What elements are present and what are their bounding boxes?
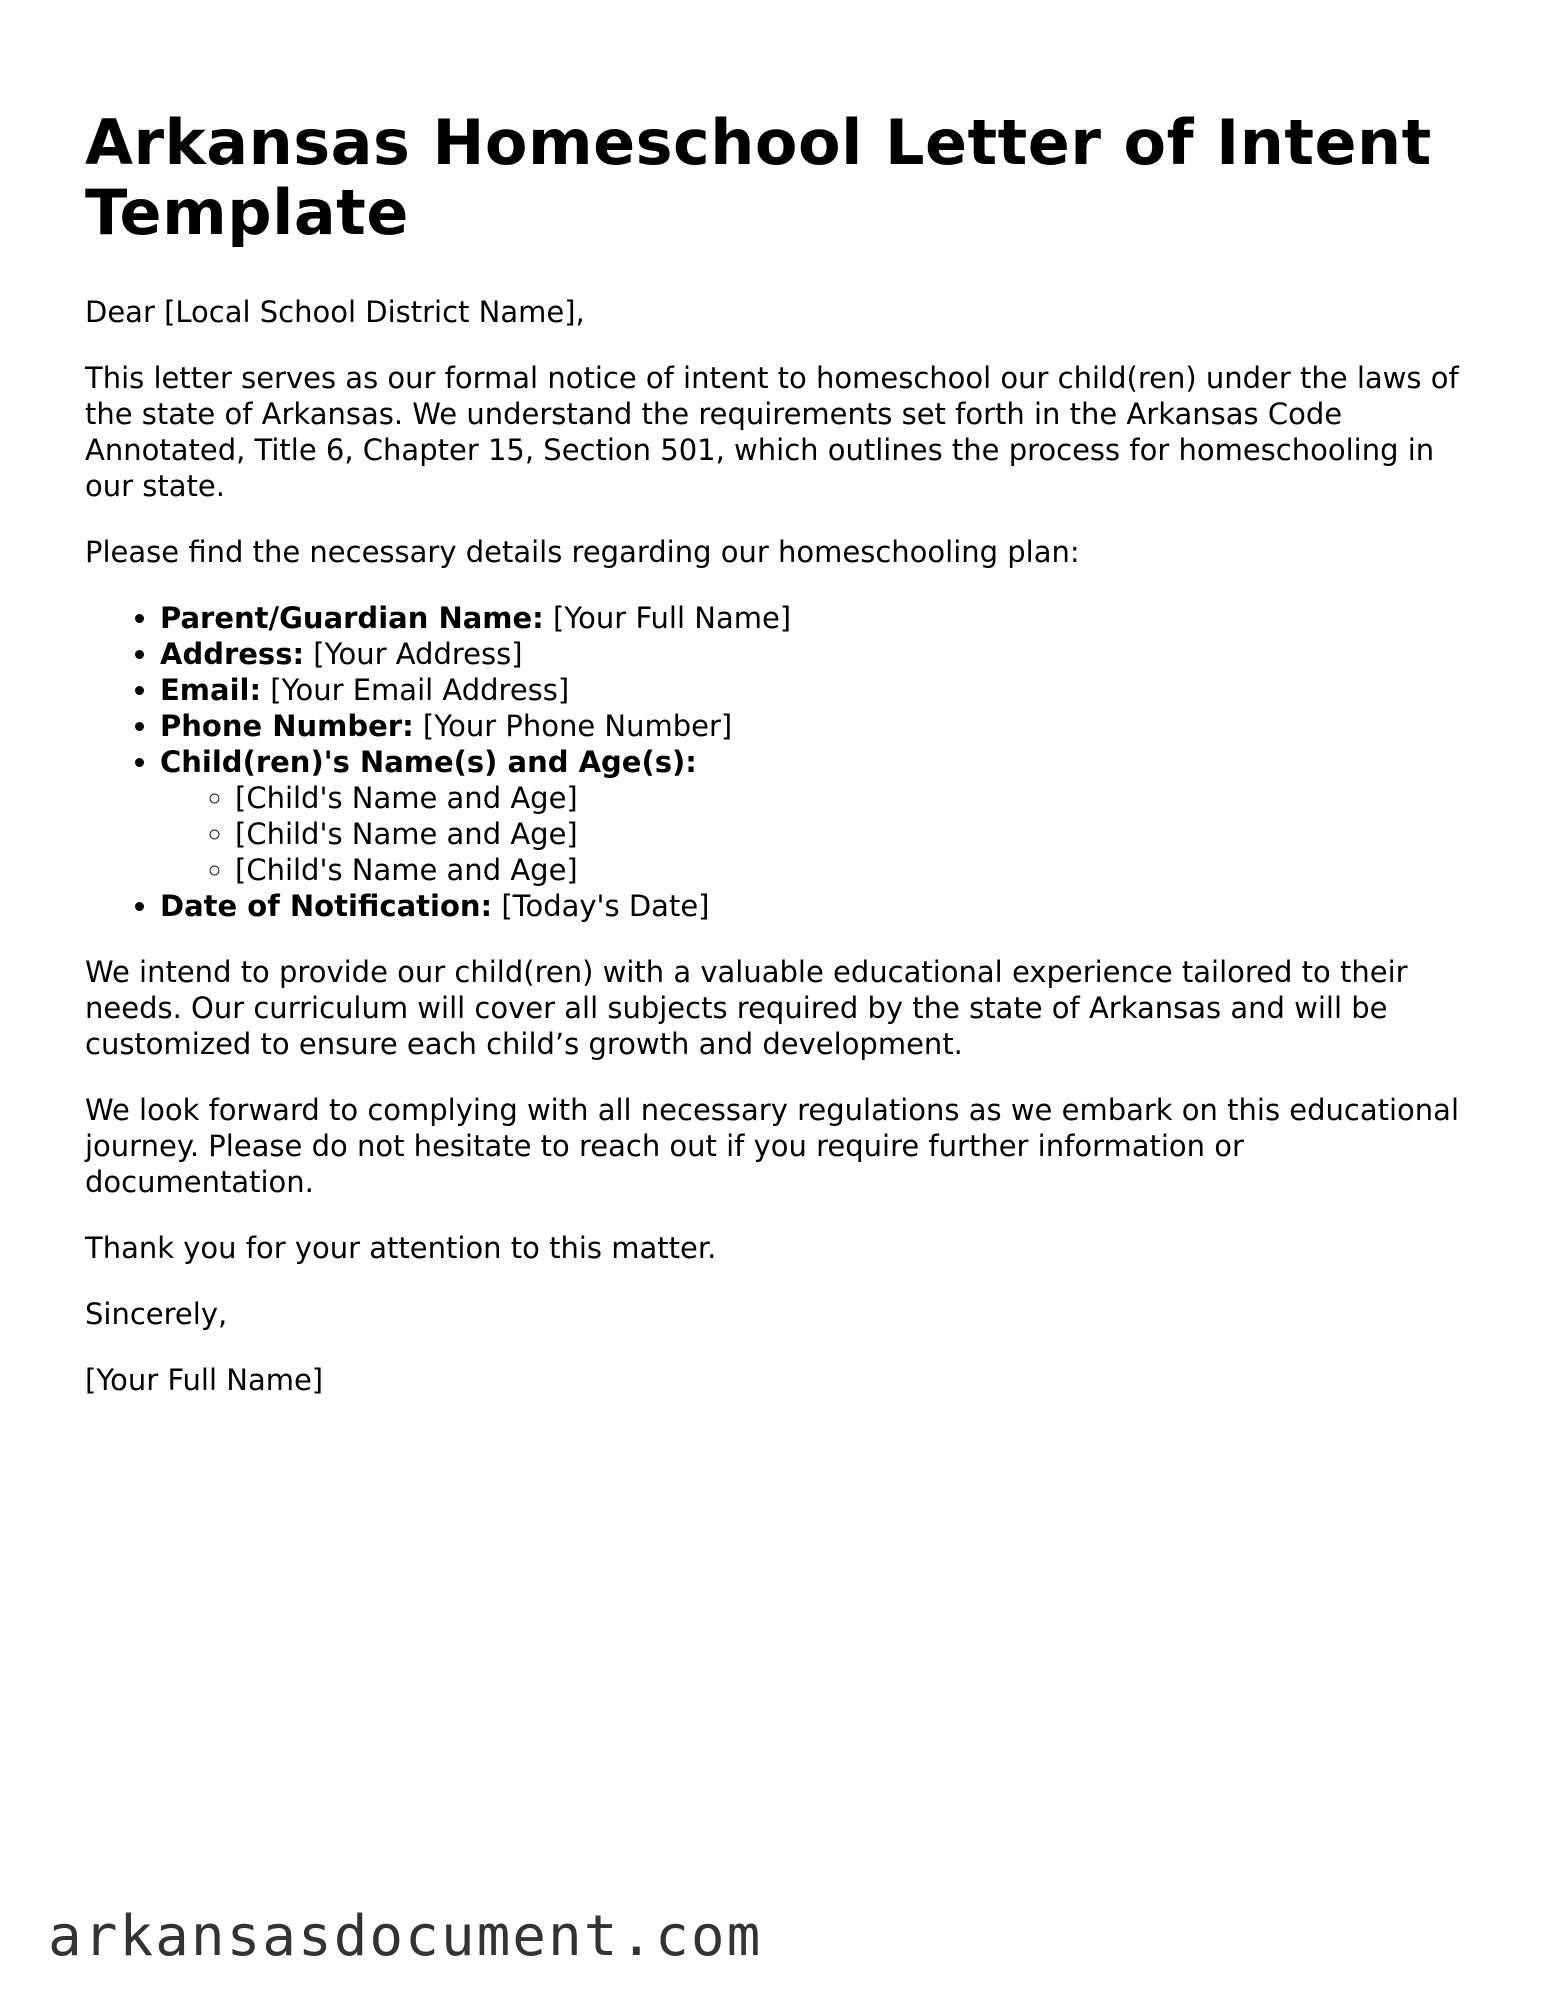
detail-label: Date of Notification: <box>160 889 493 923</box>
curriculum-paragraph: We intend to provide our child(ren) with a valuable educational experience tailored to their needs. Our curriculum will cover all subjects required by the state of Arkansas and will be customized to ensure each child’s growth and development. <box>85 955 1408 1061</box>
detail-label: Phone Number: <box>160 709 414 743</box>
detail-value: [Today's Date] <box>492 889 710 923</box>
child-entry: ◦ [Child's Name and Age] <box>235 852 1475 888</box>
detail-email <box>160 672 1475 708</box>
child-entry: ◦ [Child's Name and Age] <box>235 780 1475 816</box>
detail-label: Address: <box>160 637 305 671</box>
detail-label: Child(ren)'s Name(s) and Age(s): <box>160 745 697 779</box>
letter-page <box>85 108 1475 1428</box>
detail-phone <box>160 708 1475 744</box>
document-title: Arkansas Homeschool Letter of Intent Template <box>85 106 1432 249</box>
intro-paragraph: This letter serves as our formal notice of intent to homeschool our child(ren) under the laws of the state of Arkansas. We understand the requirements set forth in the Arkansas Code Annotated, Title 6, Chapter 15, Section 501, which outlines the process for homeschooling in our state. <box>85 361 1459 503</box>
site-watermark: arkansasdocument.com <box>48 1904 763 1969</box>
detail-parent-name <box>160 600 1475 636</box>
children-list <box>160 780 1475 888</box>
salutation: Dear [Local School District Name], <box>85 295 585 329</box>
thanks-paragraph: Thank you for your attention to this matter. <box>85 1231 717 1265</box>
signature: [Your Full Name] <box>85 1363 324 1397</box>
closing: Sincerely, <box>85 1297 228 1331</box>
detail-label: Email: <box>160 673 262 707</box>
compliance-paragraph: We look forward to complying with all necessary regulations as we embark on this educational journey. Please do not hesitate to reach out if you require further information or documentation. <box>85 1093 1460 1199</box>
detail-value: [Your Phone Number] <box>413 709 733 743</box>
details-intro-paragraph: Please find the necessary details regarding our homeschooling plan: <box>85 535 1080 569</box>
detail-value: [Your Email Address] <box>261 673 570 707</box>
detail-value: [Your Full Name] <box>543 601 792 635</box>
detail-children <box>160 744 1475 888</box>
detail-date <box>160 888 1475 924</box>
child-entry: ◦ [Child's Name and Age] <box>235 816 1475 852</box>
detail-value: [Your Address] <box>304 637 523 671</box>
detail-address <box>160 636 1475 672</box>
details-list <box>85 600 1475 924</box>
detail-label: Parent/Guardian Name: <box>160 601 544 635</box>
